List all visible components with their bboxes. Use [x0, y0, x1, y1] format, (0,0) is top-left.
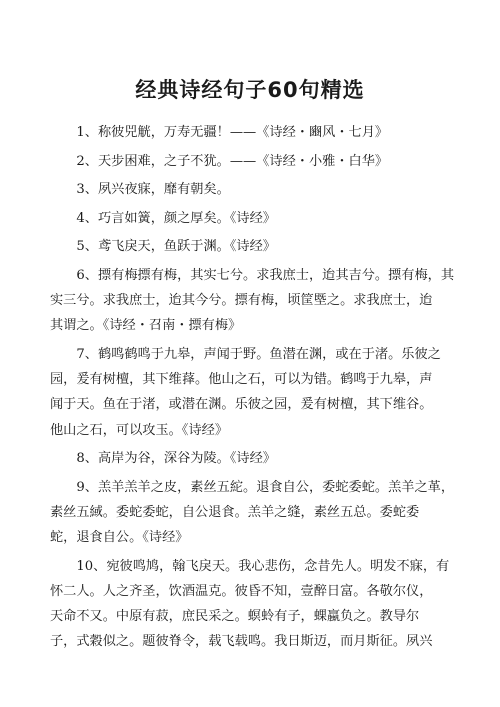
sentence-line: 6、摽有梅摽有梅，其实七兮。求我庶士，迨其吉兮。摽有梅，其 — [76, 267, 455, 283]
sentence-line: 实三兮。求我庶士，迨其今兮。摽有梅，顷筐塈之。求我庶士，迨 — [50, 293, 433, 309]
sentence-line: 蛇，退食自公。《诗经》 — [50, 530, 189, 546]
sentence-item-4 — [50, 206, 460, 231]
sentence-line: 10、宛彼鸣鸠，翰飞戾天。我心悲伤，念昔先人。明发不寐，有 — [76, 558, 450, 574]
sentence-line: 其谓之。《诗经・召南・摽有梅》 — [50, 318, 242, 334]
document-body — [50, 120, 460, 658]
sentence-item-8 — [50, 446, 460, 471]
sentence-line: 天命不又。中原有菽，庶民采之。螟蛉有子，蜾蠃负之。教导尔 — [50, 609, 420, 625]
sentence-line: 闻于天。鱼在于渚，或潜在渊。乐彼之园，爰有树檀，其下维谷。 — [50, 397, 433, 413]
sentence-line: 素丝五緎。委蛇委蛇，自公退食。羔羊之缝，素丝五总。委蛇委 — [50, 504, 420, 520]
sentence-line: 5、鸢飞戾天，鱼跃于渊。《诗经》 — [76, 239, 276, 255]
sentence-line: 2、天步困难，之子不犹。——《诗经・小雅・白华》 — [76, 153, 389, 169]
sentence-item-9 — [50, 475, 460, 551]
sentence-line: 9、羔羊羔羊之皮，素丝五紽。退食自公，委蛇委蛇。羔羊之革， — [76, 479, 455, 495]
sentence-line: 7、鹤鸣鹤鸣于九皋，声闻于野。鱼潜在渊，或在于渚。乐彼之 — [76, 346, 441, 362]
sentence-item-6 — [50, 263, 460, 339]
sentence-item-10 — [50, 554, 460, 655]
sentence-item-2 — [50, 149, 460, 174]
sentence-line: 他山之石，可以攻玉。《诗经》 — [50, 422, 229, 438]
sentence-item-7 — [50, 342, 460, 443]
sentence-line: 8、高岸为谷，深谷为陵。《诗经》 — [76, 451, 276, 467]
sentence-line: 子，式穀似之。题彼脊令，载飞载鸣。我日斯迈，而月斯征。夙兴 — [50, 634, 433, 650]
sentence-line: 怀二人。人之齐圣，饮酒温克。彼昏不知，壹醉日富。各敬尔仪， — [50, 583, 433, 599]
sentence-line: 园，爰有树檀，其下维萚。他山之石，可以为错。鹤鸣于九皋，声 — [50, 372, 433, 388]
sentence-line: 1、称彼兕觥，万寿无疆！——《诗经・豳风・七月》 — [76, 125, 389, 140]
sentence-item-3 — [50, 177, 460, 202]
sentence-line: 3、夙兴夜寐，靡有朝矣。 — [76, 182, 230, 198]
sentence-item-1 — [50, 120, 460, 145]
sentence-item-5 — [50, 234, 460, 259]
page-title: 经典诗经句子60句精选 — [135, 78, 365, 102]
sentence-line: 4、巧言如簧，颜之厚矣。《诗经》 — [76, 210, 276, 226]
